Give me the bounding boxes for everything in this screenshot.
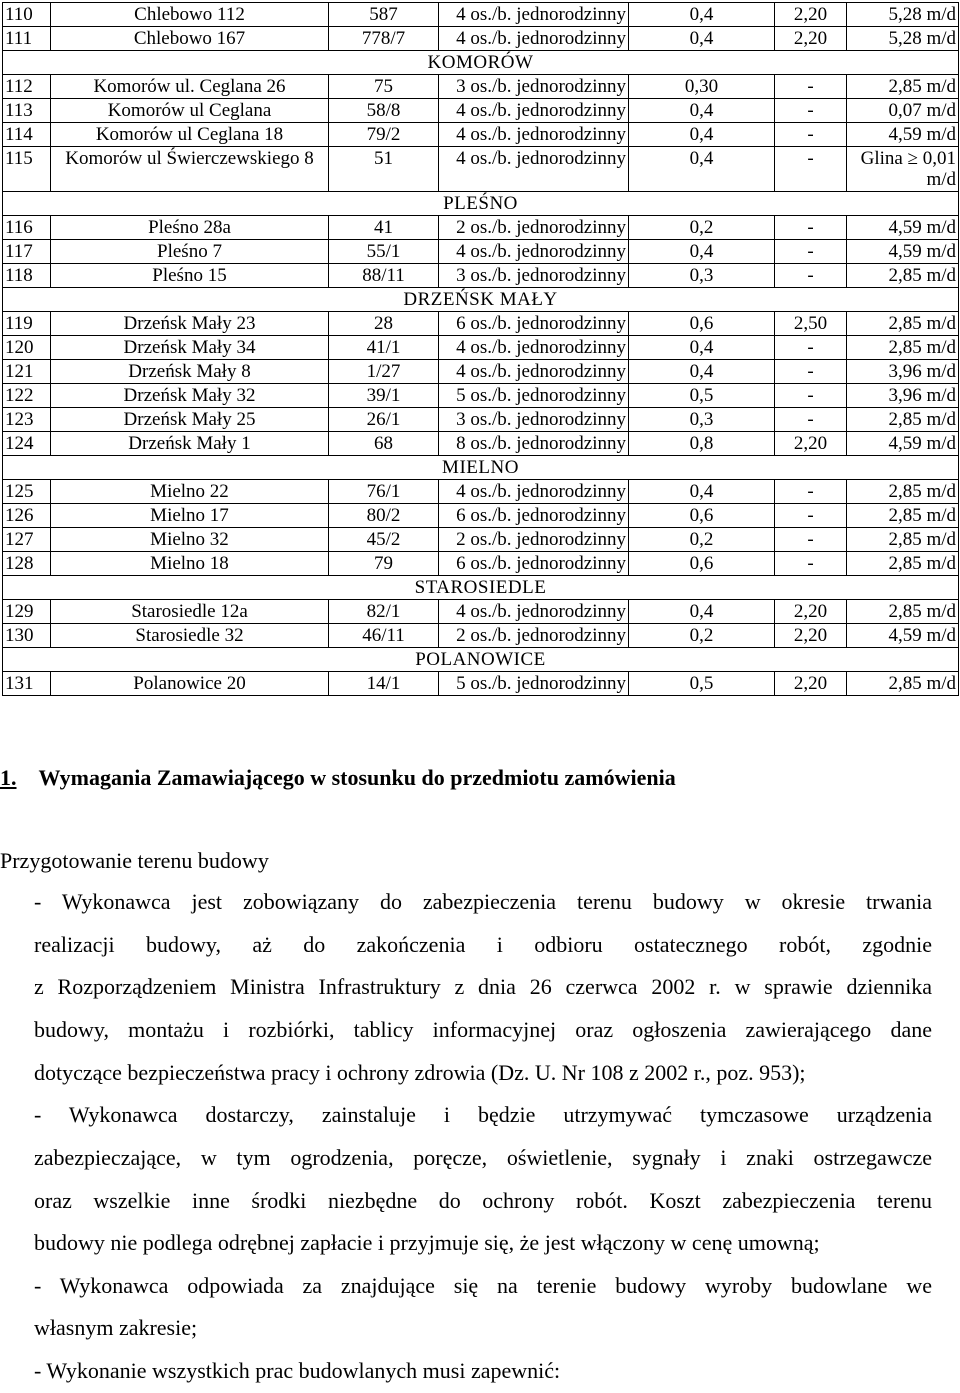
- text-line: budowy nie podlega odrębnej zapłacie i przyjmuje się, że jest włączony w cenę umowną;: [34, 1230, 820, 1255]
- cell-address: Pleśno 7: [51, 240, 329, 264]
- table-row: [3, 216, 959, 240]
- table-row: [3, 408, 959, 432]
- cell-permeability: 4,59 m/d: [847, 624, 959, 648]
- table-row: [3, 552, 959, 576]
- section-label: STAROSIEDLE: [3, 576, 959, 600]
- cell-depth: -: [775, 360, 847, 384]
- cell-flow: 0,3: [629, 264, 775, 288]
- cell-building-type: 6 os./b. jednorodzinny: [439, 552, 629, 576]
- text-line: zabezpieczające, w tym ogrodzenia, poręcze, oświetlenie, sygnały i znaki ostrzegawcze: [34, 1145, 932, 1170]
- cell-permeability: 4,59 m/d: [847, 432, 959, 456]
- cell-permeability: 0,07 m/d: [847, 99, 959, 123]
- cell-row-number: 124: [3, 432, 51, 456]
- cell-building-type: 4 os./b. jednorodzinny: [439, 99, 629, 123]
- text-line: z Rozporządzeniem Ministra Infrastruktury z dnia 26 czerwca 2002 r. w sprawie dziennika: [34, 974, 932, 999]
- cell-building-type: 4 os./b. jednorodzinny: [439, 147, 629, 192]
- cell-permeability: 2,85 m/d: [847, 480, 959, 504]
- table-section-row: [3, 51, 959, 75]
- text-line: - Wykonawca odpowiada za znajdujące się na terenie budowy wyroby budowlane we: [34, 1273, 932, 1298]
- cell-depth: -: [775, 408, 847, 432]
- text-line: realizacji budowy, aż do zakończenia i odbioru ostatecznego robót, zgodnie: [34, 932, 932, 957]
- cell-permeability: 2,85 m/d: [847, 75, 959, 99]
- cell-building-type: 4 os./b. jednorodzinny: [439, 27, 629, 51]
- table-row: [3, 432, 959, 456]
- section-label: DRZEŃSK MAŁY: [3, 288, 959, 312]
- cell-permeability: 2,85 m/d: [847, 264, 959, 288]
- cell-depth: 2,20: [775, 600, 847, 624]
- cell-depth: -: [775, 264, 847, 288]
- cell-row-number: 120: [3, 336, 51, 360]
- table-section-row: [3, 456, 959, 480]
- table-row: [3, 264, 959, 288]
- cell-row-number: 127: [3, 528, 51, 552]
- cell-flow: 0,4: [629, 123, 775, 147]
- cell-depth: -: [775, 528, 847, 552]
- text-line: - Wykonawca jest zobowiązany do zabezpieczenia terenu budowy w okresie trwania: [34, 889, 932, 914]
- cell-plot-number: 28: [329, 312, 439, 336]
- cell-flow: 0,30: [629, 75, 775, 99]
- cell-flow: 0,4: [629, 240, 775, 264]
- table-row: [3, 624, 959, 648]
- table-row: [3, 75, 959, 99]
- cell-permeability: 2,85 m/d: [847, 552, 959, 576]
- cell-plot-number: 46/11: [329, 624, 439, 648]
- cell-row-number: 110: [3, 3, 51, 27]
- cell-plot-number: 76/1: [329, 480, 439, 504]
- cell-plot-number: 55/1: [329, 240, 439, 264]
- cell-plot-number: 75: [329, 75, 439, 99]
- cell-permeability: 3,96 m/d: [847, 360, 959, 384]
- cell-address: Drzeńsk Mały 25: [51, 408, 329, 432]
- cell-building-type: 3 os./b. jednorodzinny: [439, 264, 629, 288]
- cell-flow: 0,8: [629, 432, 775, 456]
- cell-permeability: 2,85 m/d: [847, 504, 959, 528]
- cell-depth: -: [775, 240, 847, 264]
- cell-plot-number: 39/1: [329, 384, 439, 408]
- cell-row-number: 122: [3, 384, 51, 408]
- text-line: własnym zakresie;: [34, 1315, 198, 1340]
- cell-building-type: 6 os./b. jednorodzinny: [439, 504, 629, 528]
- cell-flow: 0,3: [629, 408, 775, 432]
- cell-flow: 0,2: [629, 624, 775, 648]
- table-section-row: [3, 288, 959, 312]
- cell-plot-number: 88/11: [329, 264, 439, 288]
- cell-plot-number: 79: [329, 552, 439, 576]
- cell-row-number: 113: [3, 99, 51, 123]
- cell-address: Starosiedle 12a: [51, 600, 329, 624]
- cell-depth: -: [775, 216, 847, 240]
- cell-row-number: 130: [3, 624, 51, 648]
- table-row: [3, 312, 959, 336]
- cell-row-number: 111: [3, 27, 51, 51]
- cell-depth: -: [775, 552, 847, 576]
- cell-permeability: 5,28 m/d: [847, 3, 959, 27]
- table-section-row: [3, 192, 959, 216]
- cell-address: Pleśno 15: [51, 264, 329, 288]
- cell-building-type: 4 os./b. jednorodzinny: [439, 336, 629, 360]
- cell-address: Chlebowo 167: [51, 27, 329, 51]
- cell-flow: 0,4: [629, 3, 775, 27]
- cell-building-type: 4 os./b. jednorodzinny: [439, 3, 629, 27]
- cell-building-type: 4 os./b. jednorodzinny: [439, 240, 629, 264]
- text-line: dotyczące bezpieczeństwa pracy i ochrony zdrowia (Dz. U. Nr 108 z 2002 r., poz. 953);: [34, 1060, 806, 1085]
- table-row: [3, 384, 959, 408]
- table-section-row: [3, 576, 959, 600]
- cell-plot-number: 82/1: [329, 600, 439, 624]
- cell-plot-number: 80/2: [329, 504, 439, 528]
- table-row: [3, 336, 959, 360]
- cell-address: Drzeńsk Mały 32: [51, 384, 329, 408]
- cell-depth: 2,50: [775, 312, 847, 336]
- cell-row-number: 123: [3, 408, 51, 432]
- cell-depth: 2,20: [775, 3, 847, 27]
- table-row: [3, 123, 959, 147]
- cell-depth: -: [775, 336, 847, 360]
- text-line: - Wykonawca dostarczy, zainstaluje i będzie utrzymywać tymczasowe urządzenia: [34, 1102, 932, 1127]
- cell-depth: -: [775, 147, 847, 192]
- cell-flow: 0,6: [629, 552, 775, 576]
- cell-flow: 0,4: [629, 336, 775, 360]
- cell-building-type: 5 os./b. jednorodzinny: [439, 672, 629, 696]
- table-row: [3, 480, 959, 504]
- section-number: 1.: [0, 765, 17, 790]
- cell-flow: 0,5: [629, 672, 775, 696]
- cell-row-number: 117: [3, 240, 51, 264]
- cell-flow: 0,4: [629, 147, 775, 192]
- cell-address: Polanowice 20: [51, 672, 329, 696]
- section-title: Wymagania Zamawiającego w stosunku do przedmiotu zamówienia: [38, 765, 676, 790]
- cell-flow: 0,4: [629, 99, 775, 123]
- cell-building-type: 2 os./b. jednorodzinny: [439, 216, 629, 240]
- cell-building-type: 3 os./b. jednorodzinny: [439, 408, 629, 432]
- cell-plot-number: 41/1: [329, 336, 439, 360]
- cell-flow: 0,2: [629, 528, 775, 552]
- cell-plot-number: 79/2: [329, 123, 439, 147]
- well-data-table: [2, 2, 959, 696]
- cell-row-number: 116: [3, 216, 51, 240]
- cell-permeability: 4,59 m/d: [847, 240, 959, 264]
- section-label: KOMORÓW: [3, 51, 959, 75]
- cell-address: Mielno 17: [51, 504, 329, 528]
- table-section-row: [3, 648, 959, 672]
- cell-depth: -: [775, 123, 847, 147]
- cell-plot-number: 26/1: [329, 408, 439, 432]
- section-label: MIELNO: [3, 456, 959, 480]
- cell-building-type: 3 os./b. jednorodzinny: [439, 75, 629, 99]
- cell-row-number: 118: [3, 264, 51, 288]
- section-heading: [0, 765, 676, 791]
- cell-plot-number: 1/27: [329, 360, 439, 384]
- cell-row-number: 121: [3, 360, 51, 384]
- cell-row-number: 125: [3, 480, 51, 504]
- cell-permeability: 5,28 m/d: [847, 27, 959, 51]
- cell-depth: 2,20: [775, 672, 847, 696]
- table-row: [3, 504, 959, 528]
- cell-address: Mielno 22: [51, 480, 329, 504]
- cell-building-type: 4 os./b. jednorodzinny: [439, 600, 629, 624]
- cell-address: Komorów ul. Ceglana 26: [51, 75, 329, 99]
- cell-flow: 0,4: [629, 27, 775, 51]
- table-row: [3, 3, 959, 27]
- cell-plot-number: 45/2: [329, 528, 439, 552]
- cell-address: Komorów ul Ceglana: [51, 99, 329, 123]
- cell-row-number: 126: [3, 504, 51, 528]
- text-line: oraz wszelkie inne środki niezbędne do ochrony robót. Koszt zabezpieczenia terenu: [34, 1188, 932, 1213]
- cell-plot-number: 14/1: [329, 672, 439, 696]
- cell-plot-number: 41: [329, 216, 439, 240]
- cell-permeability: 2,85 m/d: [847, 600, 959, 624]
- cell-depth: -: [775, 480, 847, 504]
- cell-plot-number: 778/7: [329, 27, 439, 51]
- cell-depth: -: [775, 384, 847, 408]
- cell-building-type: 8 os./b. jednorodzinny: [439, 432, 629, 456]
- cell-address: Pleśno 28a: [51, 216, 329, 240]
- cell-building-type: 4 os./b. jednorodzinny: [439, 123, 629, 147]
- table-row: [3, 27, 959, 51]
- cell-address: Drzeńsk Mały 8: [51, 360, 329, 384]
- cell-permeability: 2,85 m/d: [847, 408, 959, 432]
- cell-permeability: Glina ≥ 0,01 m/d: [847, 147, 959, 192]
- table-row: [3, 600, 959, 624]
- cell-building-type: 5 os./b. jednorodzinny: [439, 384, 629, 408]
- text-line: budowy, montażu i rozbiórki, tablicy informacyjnej oraz ogłoszenia zawierającego dane: [34, 1017, 932, 1042]
- cell-address: Drzeńsk Mały 23: [51, 312, 329, 336]
- cell-flow: 0,4: [629, 360, 775, 384]
- table-row: [3, 528, 959, 552]
- text-line: - Wykonanie wszystkich prac budowlanych musi zapewnić:: [34, 1358, 561, 1383]
- cell-building-type: 4 os./b. jednorodzinny: [439, 480, 629, 504]
- cell-plot-number: 587: [329, 3, 439, 27]
- section-label: PLEŚNO: [3, 192, 959, 216]
- cell-address: Mielno 32: [51, 528, 329, 552]
- cell-permeability: 3,96 m/d: [847, 384, 959, 408]
- cell-permeability: 2,85 m/d: [847, 672, 959, 696]
- cell-plot-number: 68: [329, 432, 439, 456]
- table-row: [3, 672, 959, 696]
- cell-permeability: 2,85 m/d: [847, 528, 959, 552]
- cell-row-number: 119: [3, 312, 51, 336]
- cell-address: Starosiedle 32: [51, 624, 329, 648]
- cell-building-type: 2 os./b. jednorodzinny: [439, 528, 629, 552]
- cell-row-number: 114: [3, 123, 51, 147]
- cell-permeability: 2,85 m/d: [847, 336, 959, 360]
- cell-row-number: 115: [3, 147, 51, 192]
- cell-flow: 0,2: [629, 216, 775, 240]
- table-row: [3, 240, 959, 264]
- cell-flow: 0,6: [629, 312, 775, 336]
- cell-address: Chlebowo 112: [51, 3, 329, 27]
- cell-address: Drzeńsk Mały 1: [51, 432, 329, 456]
- cell-row-number: 129: [3, 600, 51, 624]
- cell-depth: -: [775, 75, 847, 99]
- cell-permeability: 2,85 m/d: [847, 312, 959, 336]
- cell-flow: 0,5: [629, 384, 775, 408]
- cell-building-type: 6 os./b. jednorodzinny: [439, 312, 629, 336]
- cell-depth: 2,20: [775, 27, 847, 51]
- cell-depth: 2,20: [775, 624, 847, 648]
- cell-row-number: 131: [3, 672, 51, 696]
- cell-depth: -: [775, 504, 847, 528]
- subsection-title: Przygotowanie terenu budowy: [0, 848, 269, 873]
- cell-address: Mielno 18: [51, 552, 329, 576]
- table-row: [3, 360, 959, 384]
- cell-address: Komorów ul Ceglana 18: [51, 123, 329, 147]
- cell-flow: 0,4: [629, 600, 775, 624]
- section-label: POLANOWICE: [3, 648, 959, 672]
- cell-depth: -: [775, 99, 847, 123]
- cell-depth: 2,20: [775, 432, 847, 456]
- cell-flow: 0,6: [629, 504, 775, 528]
- cell-building-type: 4 os./b. jednorodzinny: [439, 360, 629, 384]
- cell-row-number: 128: [3, 552, 51, 576]
- cell-permeability: 4,59 m/d: [847, 123, 959, 147]
- cell-address: Drzeńsk Mały 34: [51, 336, 329, 360]
- cell-building-type: 2 os./b. jednorodzinny: [439, 624, 629, 648]
- cell-row-number: 112: [3, 75, 51, 99]
- cell-permeability: 4,59 m/d: [847, 216, 959, 240]
- cell-plot-number: 51: [329, 147, 439, 192]
- table-row: [3, 147, 959, 192]
- cell-address: Komorów ul Świerczewskiego 8: [51, 147, 329, 192]
- table-row: [3, 99, 959, 123]
- cell-plot-number: 58/8: [329, 99, 439, 123]
- cell-flow: 0,4: [629, 480, 775, 504]
